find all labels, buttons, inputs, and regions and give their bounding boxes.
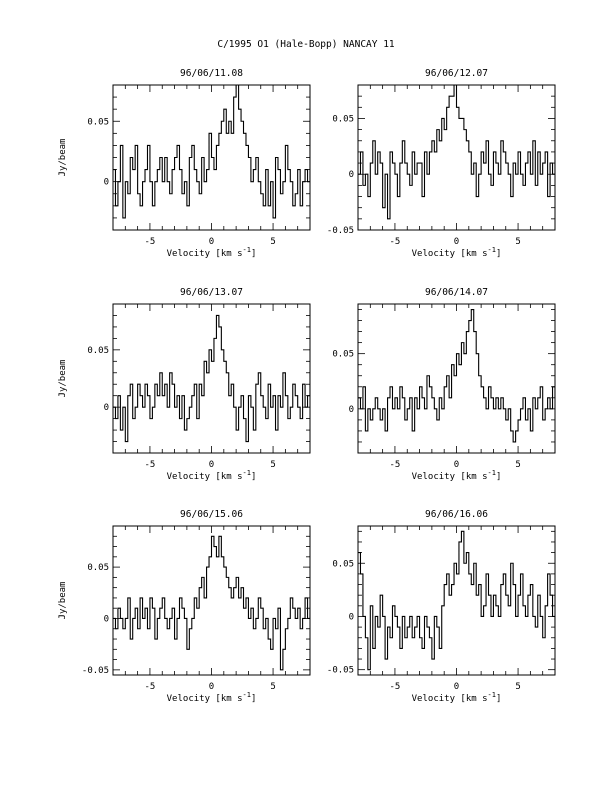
- spectrum-series-line: [358, 531, 607, 669]
- y-tick-label: -0.05: [326, 226, 354, 236]
- x-axis-label-sup: -1: [487, 691, 496, 699]
- spectrum-series-line: [113, 85, 362, 230]
- x-axis-label-sup: -1: [242, 469, 251, 477]
- x-tick-label: 5: [515, 460, 521, 470]
- spectrum-panel-2: [327, 68, 607, 259]
- x-tick-label: 5: [270, 237, 276, 247]
- y-tick-label: 0.05: [87, 117, 109, 128]
- x-axis-label-text: Velocity [km s: [166, 472, 243, 482]
- x-tick-label: -5: [144, 682, 156, 692]
- x-tick-label: 0: [208, 682, 215, 692]
- x-tick-label: -5: [389, 237, 401, 247]
- x-axis-label-close: ]: [495, 249, 502, 259]
- x-tick-label: 5: [515, 237, 521, 247]
- spectrum-panel-6: [327, 509, 607, 704]
- panel-title: 96/06/12.07: [425, 68, 488, 79]
- y-tick-label: -0.05: [81, 665, 109, 676]
- figure-title: C/1995 O1 (Hale-Bopp) NANCAY 11: [217, 39, 395, 50]
- x-axis-label-close: ]: [495, 694, 502, 704]
- x-tick-label: 5: [270, 682, 276, 692]
- panel-title: 96/06/15.06: [180, 509, 243, 520]
- panel-title: 96/06/11.08: [180, 68, 243, 79]
- y-tick-label: 0.05: [87, 563, 109, 574]
- plot-frame: [113, 304, 310, 453]
- x-tick-label: 5: [515, 682, 521, 692]
- y-tick-label: 0.05: [332, 114, 354, 125]
- y-tick-label: 0.05: [332, 559, 354, 570]
- x-axis-label-sup: -1: [487, 246, 496, 254]
- spectrum-panel-4: [332, 287, 606, 482]
- x-axis-label-close: ]: [250, 249, 257, 259]
- x-axis-label-sup: -1: [242, 691, 251, 699]
- y-tick-label: 0.05: [332, 349, 354, 360]
- y-tick-label: 0: [103, 403, 109, 414]
- x-axis-label-close: ]: [250, 472, 257, 482]
- x-axis-label: [167, 691, 257, 704]
- spectrum-series-line: [358, 85, 607, 219]
- y-tick-label: 0: [348, 404, 354, 415]
- x-axis-label-text: Velocity [km s: [166, 249, 243, 259]
- x-axis-label: [412, 246, 502, 259]
- y-axis-label: Jy/beam: [58, 581, 68, 620]
- x-tick-label: -5: [144, 237, 156, 247]
- x-tick-label: -5: [389, 682, 401, 692]
- x-axis-label: [412, 469, 502, 482]
- spectrum-panel-3: [58, 287, 362, 482]
- y-axis-label: Jy/beam: [58, 138, 68, 177]
- y-tick-label: 0: [348, 170, 354, 181]
- y-tick-label: 0: [103, 177, 109, 188]
- panel-title: 96/06/14.07: [425, 287, 488, 298]
- y-tick-label: 0: [103, 614, 109, 625]
- y-tick-label: -0.05: [326, 665, 354, 676]
- panel-title: 96/06/16.06: [425, 509, 488, 520]
- x-tick-label: 0: [208, 460, 215, 470]
- x-axis-label-text: Velocity [km s: [411, 694, 488, 704]
- x-axis-label-text: Velocity [km s: [411, 472, 488, 482]
- y-tick-label: 0.05: [87, 345, 109, 356]
- x-tick-label: -5: [389, 460, 401, 470]
- x-axis-label-close: ]: [495, 472, 502, 482]
- spectrum-panel-5: [58, 509, 362, 704]
- panel-title: 96/06/13.07: [180, 287, 243, 298]
- x-tick-label: 0: [208, 237, 215, 247]
- x-axis-label-text: Velocity [km s: [166, 694, 243, 704]
- x-axis-label: [412, 691, 502, 704]
- x-axis-label: [167, 246, 257, 259]
- x-tick-label: 5: [270, 460, 276, 470]
- x-tick-label: 0: [453, 682, 460, 692]
- x-axis-label: [167, 469, 257, 482]
- spectrum-panel-1: [58, 68, 362, 259]
- y-tick-label: 0: [348, 612, 354, 623]
- spectrum-series-line: [113, 536, 362, 670]
- spectrum-series-line: [113, 315, 362, 441]
- x-axis-label-text: Velocity [km s: [411, 249, 488, 259]
- x-axis-label-close: ]: [250, 694, 257, 704]
- y-axis-label: Jy/beam: [58, 359, 68, 398]
- x-axis-label-sup: -1: [487, 469, 496, 477]
- x-tick-label: -5: [144, 460, 156, 470]
- x-tick-label: 0: [453, 460, 460, 470]
- x-axis-label-sup: -1: [242, 246, 251, 254]
- x-tick-label: 0: [453, 237, 460, 247]
- spectrum-series-line: [358, 310, 607, 442]
